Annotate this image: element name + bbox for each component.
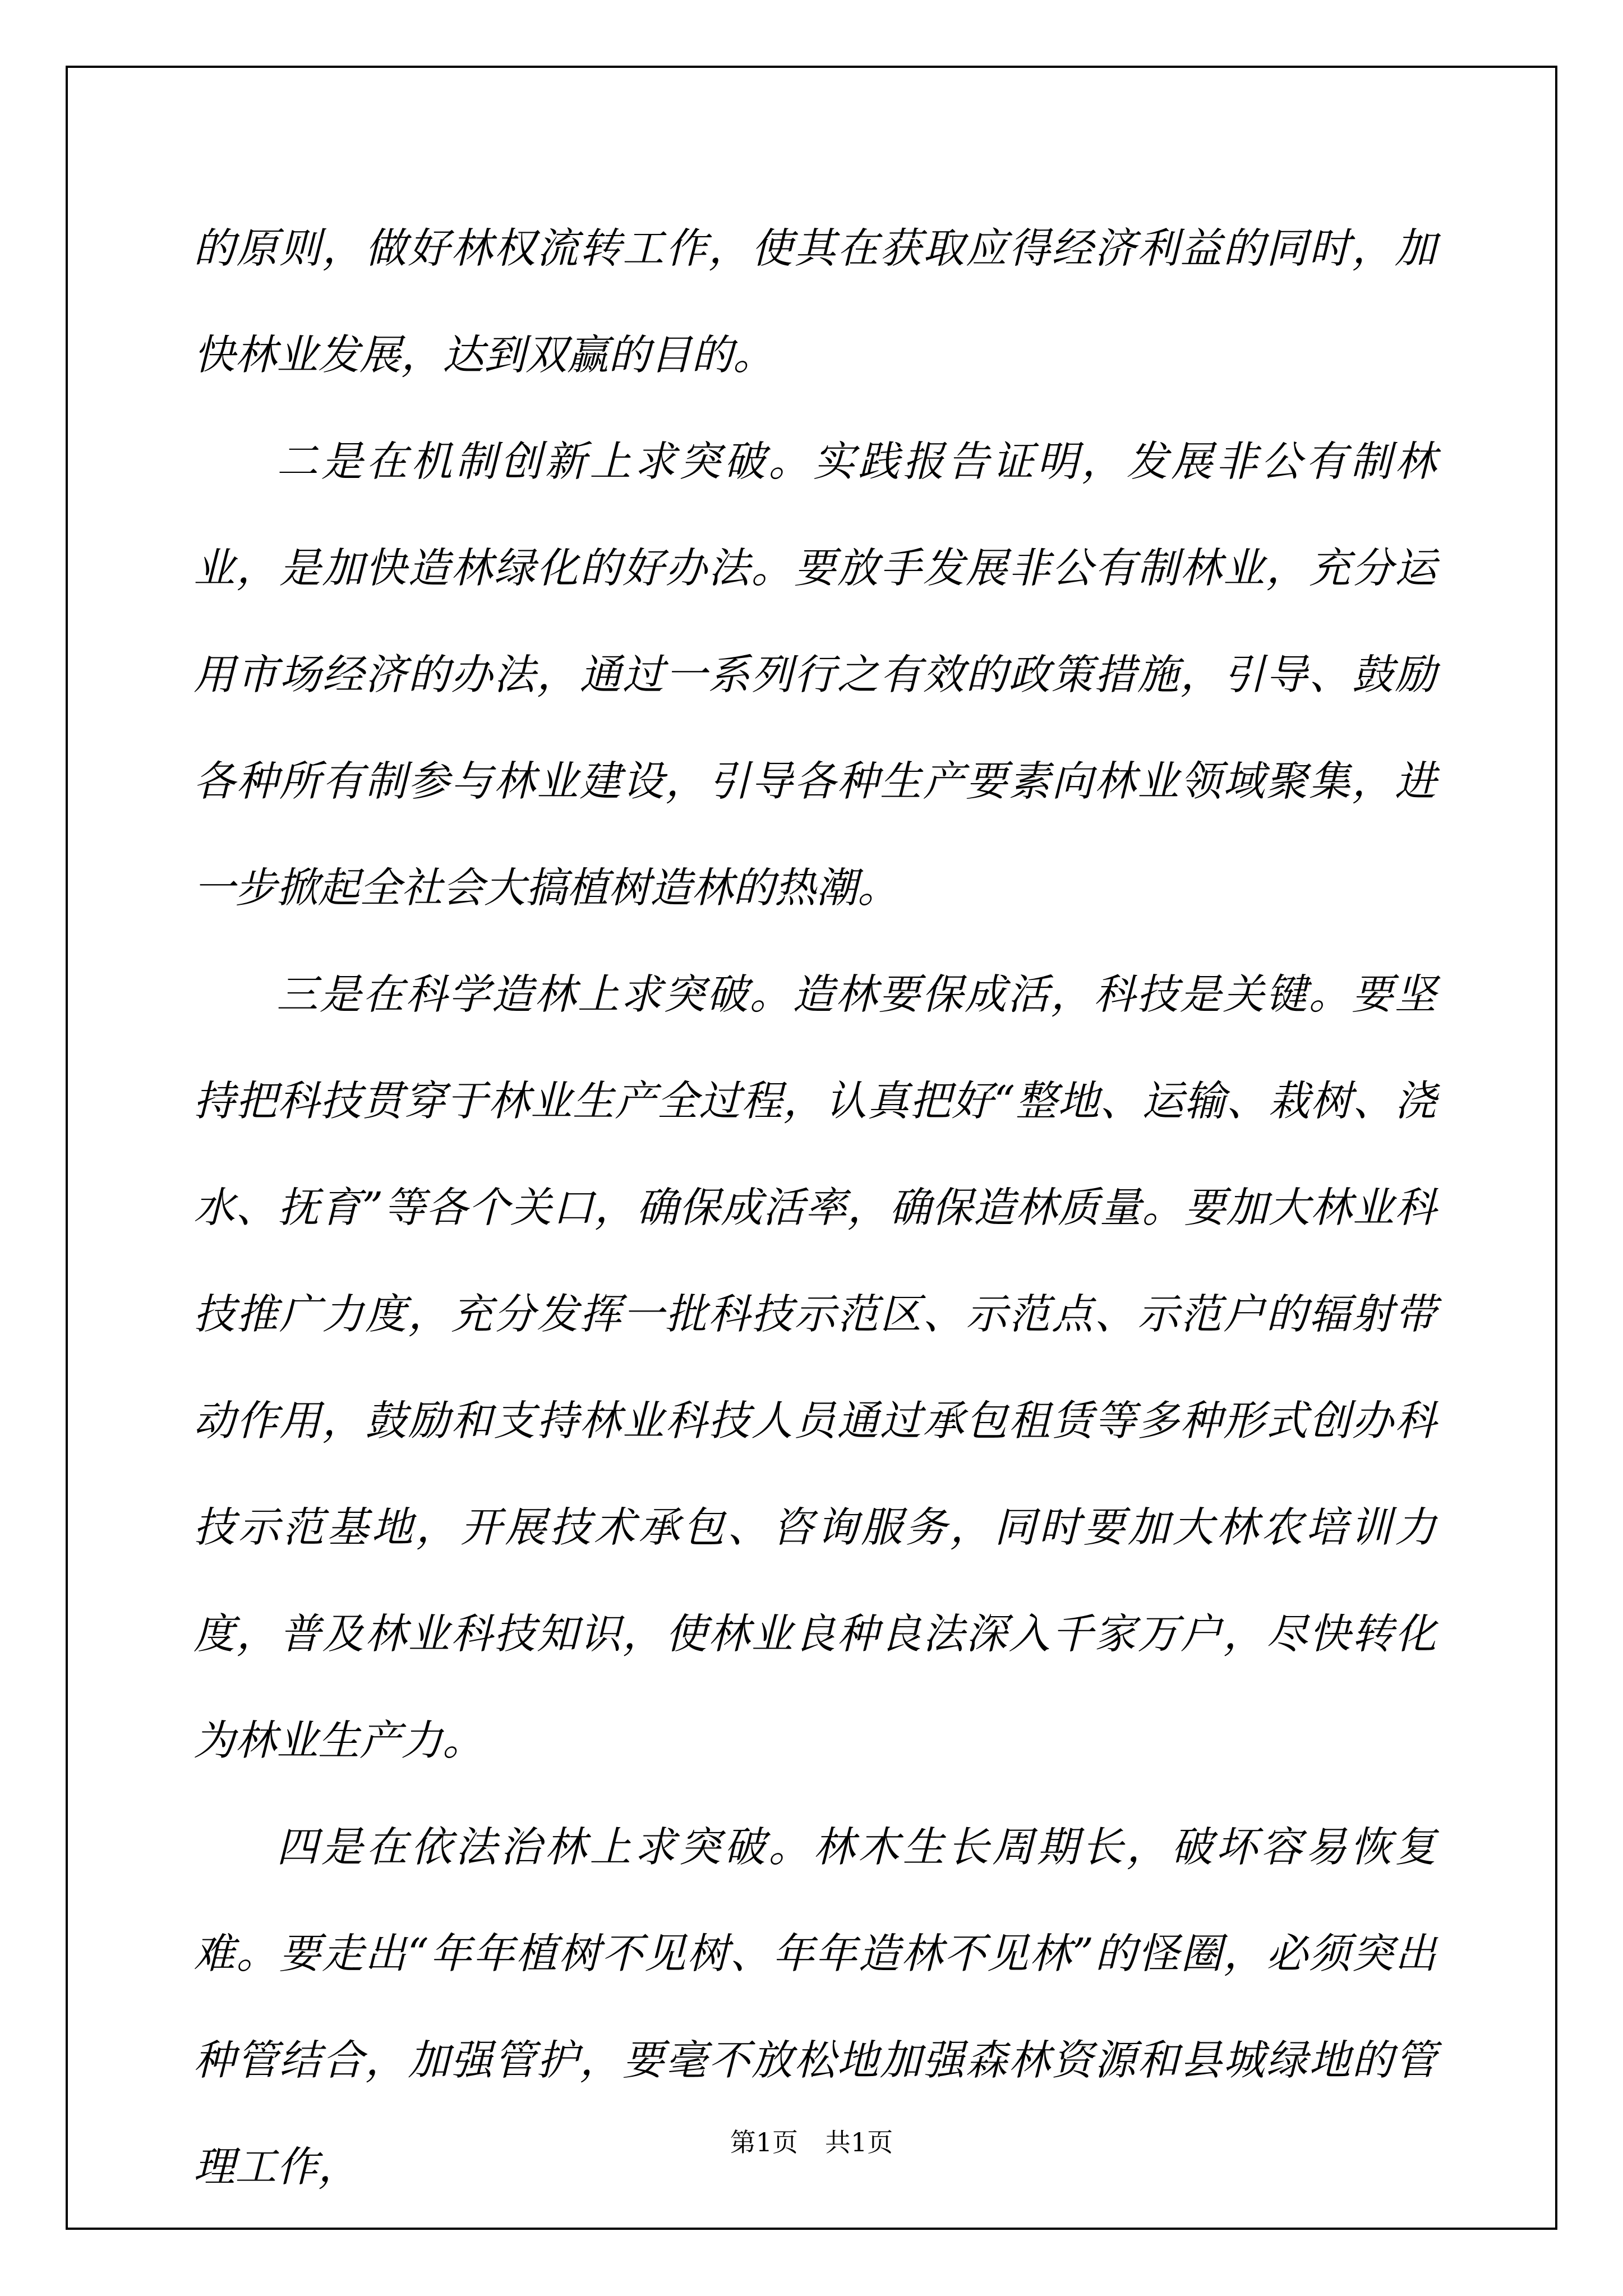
text-block [193,195,1436,2220]
paragraph-point-four: 四是在依法治林上求突破。林木生长周期长，破坏容易恢复难。要走出“年年植树不见树、年年造林不见林”的怪圈，必须突出种管结合，加强管护，要毫不放松地加强森林资源和县城绿地的管理工作， [193,1823,1436,2191]
page-count-total: 共1页 [825,2127,893,2157]
paragraph-continuation: 的原则，做好林权流转工作，使其在获取应得经济利益的同时，加快林业发展，达到双赢的目的。 [193,224,1436,379]
paragraph-point-three: 三是在科学造林上求突破。造林要保成活，科技是关键。要坚持把科技贯穿于林业生产全过程，认真把好“整地、运输、栽树、浇水、抚育”等各个关口，确保成活率，确保造林质量。要加大林业科技推广力度，充分发挥一批科技示范区、示范点、示范户的辐射带动作用，鼓励和支持林业科技人员通过承包租赁等多种形式创办科技示范基地，开展技术承包、咨询服务，同时要加大林农培训力度，普及林业科技知识，使林业良种良法深入千家万户，尽快转化为林业生产力。 [193,970,1436,1765]
paragraph-point-two: 二是在机制创新上求突破。实践报告证明，发展非公有制林业，是加快造林绿化的好办法。要放手发展非公有制林业，充分运用市场经济的办法，通过一系列行之有效的政策措施，引导、鼓励各种所有制参与林业建设，引导各种生产要素向林业领域聚集，进一步掀起全社会大搞植树造林的热潮。 [193,438,1436,912]
page-number-current: 第1页 [730,2127,798,2157]
page-footer [0,2126,1623,2159]
